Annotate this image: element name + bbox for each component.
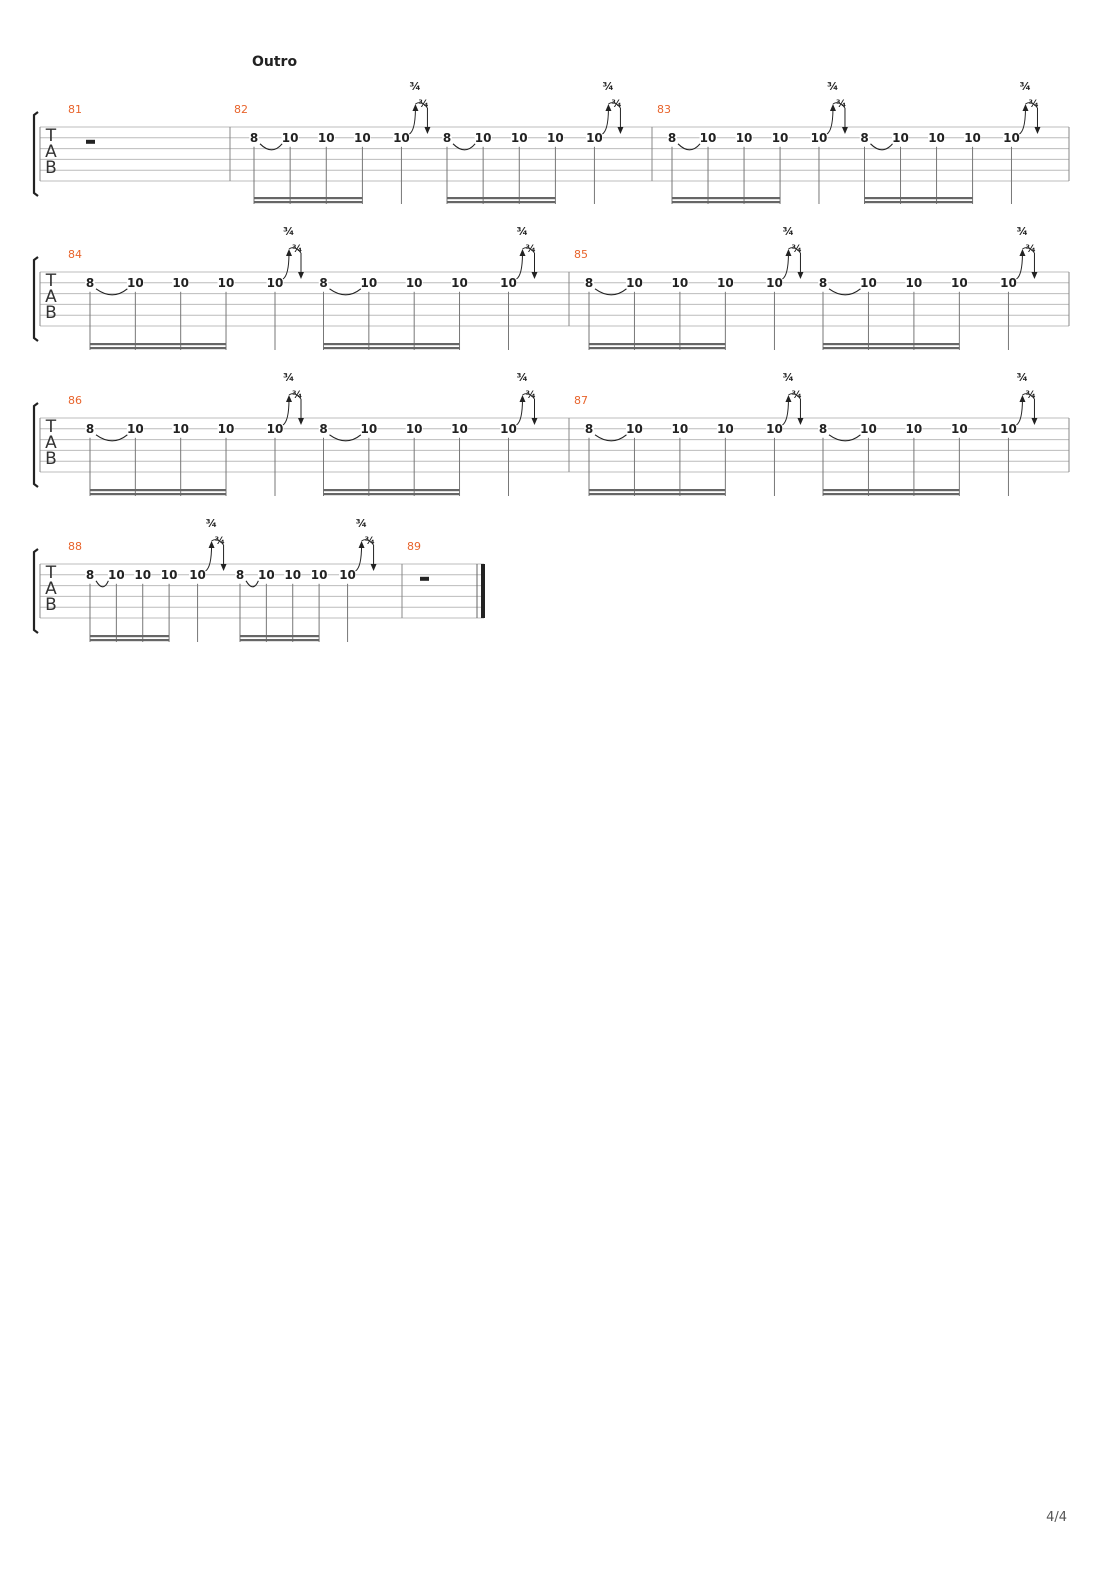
fret-number: 10 <box>108 567 125 582</box>
tab-clef-letter: T <box>45 126 57 146</box>
beam <box>90 347 226 349</box>
system-bracket <box>34 549 38 633</box>
beam <box>240 639 319 641</box>
fret-number: 10 <box>766 421 783 436</box>
release-amount-label: ¾ <box>525 244 536 255</box>
fret-number: 10 <box>360 421 378 436</box>
fret-number: 10 <box>500 275 517 290</box>
whole-rest <box>420 577 429 581</box>
fret-number: 8 <box>860 130 869 145</box>
measure-number: 83 <box>657 103 671 116</box>
release-amount-label: ¾ <box>611 99 622 110</box>
fret-number: 10 <box>393 130 410 145</box>
fret-number: 10 <box>189 567 206 582</box>
fret-number: 8 <box>235 567 245 582</box>
release-arrow-head <box>797 272 803 279</box>
measure-number: 82 <box>234 103 248 116</box>
release-arrow-head <box>221 564 227 571</box>
fret-number: 8 <box>85 567 95 582</box>
beam <box>589 343 725 345</box>
beam <box>823 493 959 495</box>
tab-clef-letter: T <box>45 271 57 291</box>
bend-amount-label: ¾ <box>282 371 295 384</box>
fret-number: 10 <box>134 567 152 582</box>
fret-number: 10 <box>1003 130 1020 145</box>
release-amount-label: ¾ <box>1025 390 1036 401</box>
tab-clef-letter: B <box>45 595 57 615</box>
fret-number: 10 <box>964 130 981 145</box>
bend-curve <box>1016 399 1022 425</box>
beam <box>90 635 169 637</box>
bend-curve <box>1019 108 1025 134</box>
measure-number: 89 <box>407 540 421 553</box>
release-arrow-head <box>298 272 304 279</box>
bend-curve <box>206 545 212 571</box>
fret-number: 10 <box>671 275 689 290</box>
fret-number: 8 <box>584 275 594 290</box>
fret-number: 10 <box>354 130 371 145</box>
beam <box>90 343 226 345</box>
fret-number: 10 <box>951 275 968 290</box>
fret-number: 10 <box>126 421 144 436</box>
release-amount-label: ¾ <box>835 99 847 110</box>
fret-number: 10 <box>671 421 689 436</box>
bend-curve <box>782 253 788 279</box>
fret-number: 10 <box>717 275 734 290</box>
fret-number: 10 <box>717 421 734 436</box>
bend-curve <box>409 108 415 134</box>
fret-number: 10 <box>258 567 275 582</box>
release-arrow-head <box>1034 127 1040 134</box>
bend-amount-label: ¾ <box>602 80 614 93</box>
tab-clef-letter: A <box>45 142 57 162</box>
section-label: Outro <box>252 54 298 70</box>
system-bracket <box>34 112 38 196</box>
release-amount-label: ¾ <box>418 99 429 110</box>
tab-system <box>34 517 485 642</box>
beam <box>324 343 460 345</box>
bend-amount-label: ¾ <box>782 371 794 384</box>
tab-system <box>34 80 1069 204</box>
fret-number: 10 <box>500 421 517 436</box>
fret-number: 10 <box>126 275 144 290</box>
fret-number: 10 <box>547 130 564 145</box>
bend-curve <box>782 399 788 425</box>
fret-number: 8 <box>442 130 452 145</box>
fret-number: 8 <box>319 421 328 436</box>
beam <box>589 493 725 495</box>
fret-number: 10 <box>699 130 717 145</box>
fret-number: 10 <box>905 275 923 290</box>
fret-number: 10 <box>217 275 235 290</box>
measure-number: 85 <box>574 248 588 261</box>
tab-clef-letter: B <box>45 158 57 178</box>
fret-number: 10 <box>217 421 235 436</box>
measure-number: 84 <box>68 248 82 261</box>
fret-number: 10 <box>951 421 968 436</box>
fret-number: 8 <box>85 275 95 290</box>
beam <box>823 347 959 349</box>
release-arrow-head <box>531 272 537 279</box>
fret-number: 10 <box>1000 421 1017 436</box>
tab-clef-letter: B <box>45 303 57 323</box>
release-arrow-head <box>797 418 803 425</box>
tab-clef-letter: T <box>45 563 57 583</box>
bend-amount-label: ¾ <box>205 517 217 530</box>
fret-number: 8 <box>85 421 95 436</box>
measure <box>68 371 569 496</box>
release-arrow-head <box>842 127 848 134</box>
bend-curve <box>283 399 289 425</box>
beam <box>672 201 780 203</box>
fret-number: 10 <box>172 421 190 436</box>
beam <box>324 489 460 491</box>
whole-rest <box>86 140 95 144</box>
beam <box>447 201 555 203</box>
release-amount-label: ¾ <box>525 390 536 401</box>
bend-amount-label: ¾ <box>516 225 528 238</box>
fret-number: 10 <box>860 421 877 436</box>
fret-number: 10 <box>284 567 302 582</box>
measure <box>657 80 1069 204</box>
measure <box>407 540 485 618</box>
release-amount-label: ¾ <box>791 244 802 255</box>
tab-clef-letter: T <box>45 417 57 437</box>
fret-number: 10 <box>905 421 923 436</box>
fret-number: 10 <box>281 130 299 145</box>
release-amount-label: ¾ <box>291 390 303 401</box>
fret-number: 8 <box>249 130 259 145</box>
fret-number: 8 <box>584 421 594 436</box>
tab-clef-letter: A <box>45 287 57 307</box>
bend-curve <box>283 253 289 279</box>
tab-system <box>34 225 1069 350</box>
beam <box>589 489 725 491</box>
bend-curve <box>827 108 833 134</box>
beam <box>823 343 959 345</box>
release-arrow-head <box>1031 418 1037 425</box>
beam <box>254 201 362 203</box>
bend-curve <box>1016 253 1022 279</box>
bend-amount-label: ¾ <box>1016 371 1028 384</box>
measure-number: 81 <box>68 103 82 116</box>
fret-number: 10 <box>339 567 356 582</box>
release-amount-label: ¾ <box>1025 244 1036 255</box>
fret-number: 10 <box>735 130 753 145</box>
beam <box>90 489 226 491</box>
release-arrow-head <box>298 418 304 425</box>
bend-curve <box>516 253 522 279</box>
fret-number: 8 <box>319 275 328 290</box>
release-amount-label: ¾ <box>291 244 303 255</box>
measure <box>68 103 230 181</box>
fret-number: 10 <box>892 130 909 145</box>
system-bracket <box>34 403 38 487</box>
tab-clef-letter: A <box>45 433 57 453</box>
fret-number: 8 <box>818 421 828 436</box>
fret-number: 10 <box>626 275 643 290</box>
beam <box>672 197 780 199</box>
fret-number: 10 <box>160 567 178 582</box>
bend-curve <box>516 399 522 425</box>
bend-amount-label: ¾ <box>355 517 367 530</box>
release-amount-label: ¾ <box>1028 99 1039 110</box>
beam <box>240 635 319 637</box>
fret-number: 10 <box>405 275 423 290</box>
release-amount-label: ¾ <box>791 390 802 401</box>
bend-amount-label: ¾ <box>826 80 839 93</box>
fret-number: 10 <box>860 275 877 290</box>
measure-number: 87 <box>574 394 588 407</box>
release-amount-label: ¾ <box>214 536 225 547</box>
bend-curve <box>602 108 608 134</box>
fret-number: 8 <box>667 130 677 145</box>
bend-amount-label: ¾ <box>1019 80 1031 93</box>
release-arrow-head <box>617 127 623 134</box>
measure <box>230 80 652 204</box>
measure <box>574 371 1069 496</box>
fret-number: 10 <box>810 130 828 145</box>
release-arrow-head <box>531 418 537 425</box>
fret-number: 10 <box>451 421 468 436</box>
fret-number: 10 <box>451 275 468 290</box>
fret-number: 10 <box>771 130 789 145</box>
fret-number: 10 <box>310 567 328 582</box>
release-arrow-head <box>424 127 430 134</box>
fret-number: 10 <box>172 275 190 290</box>
fret-number: 10 <box>360 275 378 290</box>
beam <box>254 197 362 199</box>
release-arrow-head <box>1031 272 1037 279</box>
measure <box>68 225 569 350</box>
bend-amount-label: ¾ <box>1016 225 1028 238</box>
fret-number: 10 <box>266 275 284 290</box>
fret-number: 10 <box>766 275 783 290</box>
beam <box>865 201 973 203</box>
beam <box>90 639 169 641</box>
measure-number: 86 <box>68 394 82 407</box>
beam <box>324 347 460 349</box>
fret-number: 10 <box>266 421 284 436</box>
fret-number: 10 <box>626 421 643 436</box>
bend-amount-label: ¾ <box>409 80 421 93</box>
beam <box>589 347 725 349</box>
bend-amount-label: ¾ <box>782 225 794 238</box>
fret-number: 10 <box>1000 275 1017 290</box>
bend-amount-label: ¾ <box>516 371 528 384</box>
fret-number: 10 <box>317 130 335 145</box>
page-number: 4/4 <box>1046 1510 1067 1525</box>
fret-number: 10 <box>474 130 492 145</box>
fret-number: 8 <box>818 275 828 290</box>
fret-number: 10 <box>405 421 423 436</box>
measure <box>68 517 402 642</box>
beam <box>90 493 226 495</box>
beam <box>447 197 555 199</box>
beam <box>823 489 959 491</box>
measure-number: 88 <box>68 540 82 553</box>
bend-curve <box>356 545 362 571</box>
measure <box>574 225 1069 350</box>
tab-system <box>34 371 1069 496</box>
fret-number: 10 <box>586 130 603 145</box>
release-amount-label: ¾ <box>364 536 375 547</box>
fret-number: 10 <box>928 130 945 145</box>
system-bracket <box>34 257 38 341</box>
beam <box>324 493 460 495</box>
beam <box>865 197 973 199</box>
bend-amount-label: ¾ <box>282 225 295 238</box>
release-arrow-head <box>371 564 377 571</box>
tab-clef-letter: A <box>45 579 57 599</box>
tab-clef-letter: B <box>45 449 57 469</box>
final-barline-thick <box>481 564 485 618</box>
fret-number: 10 <box>510 130 528 145</box>
